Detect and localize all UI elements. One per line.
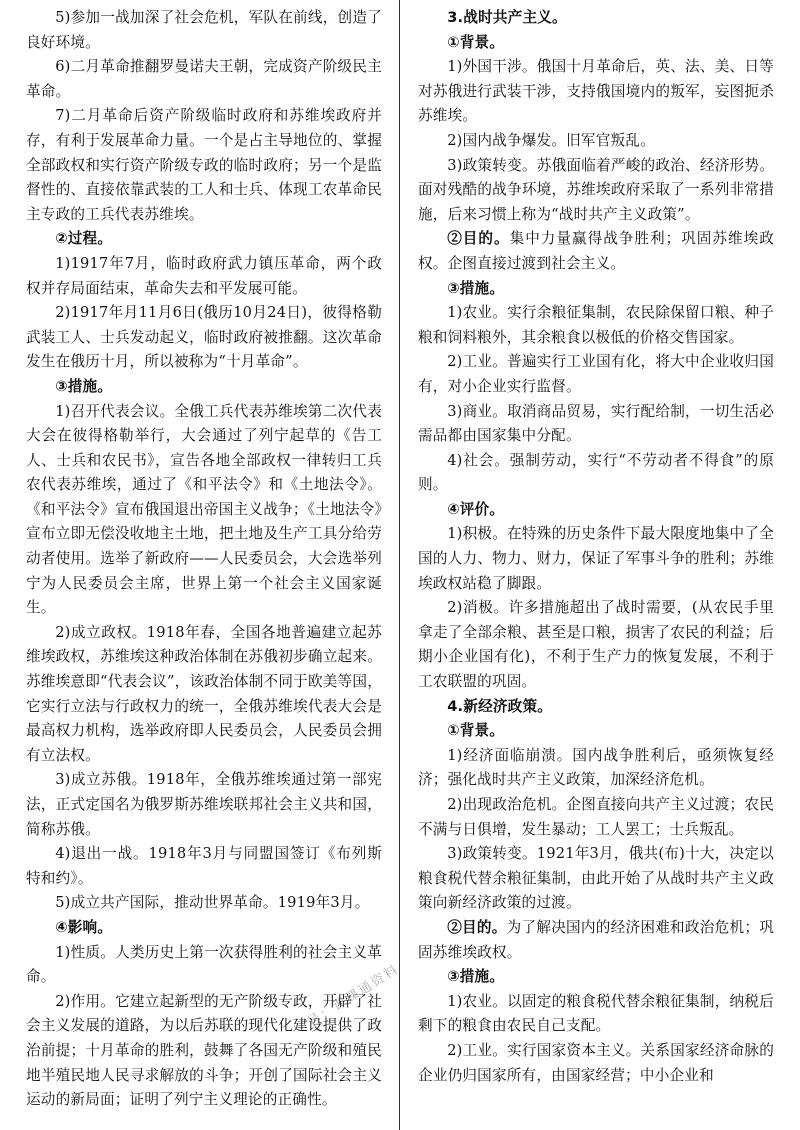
paragraph	[418, 227, 774, 276]
paragraph: 2)成立政权。1918年春，全国各地普遍建立起苏维埃政权，苏维埃这种政治体制在苏俄初步确立起来。苏维埃意即“代表会议”，该政治体制不同于欧美等国，它实行立法与行政权力的统一，全俄苏维埃代表大会是最高权力机构，选举政府即人民委员会，人民委员会拥有立法权。	[26, 623, 382, 764]
paragraph-lead: ②目的。	[447, 918, 507, 936]
section-heading: 4.新经济政策。	[447, 697, 553, 715]
paragraph: 3)政策转变。1921年3月，俄共(布)十大，决定以粮食税代替余粮征集制，由此开始了从战时共产主义政策向新经济政策的过渡。	[418, 845, 774, 912]
paragraph: 1)召开代表会议。全俄工兵代表苏维埃第二次代表大会在彼得格勒举行，大会通过了列宁起草的《告工人、士兵和农民书》，宣告各地全部政权一律转归工兵农代表苏维埃，通过了《和平法令》和《土地法令》。《和平法令》宣布俄国退出帝国主义战争；《土地法令》宣布立即无偿没收地主土地，把土地及生产工具分给劳动者使用。选举了新政府——人民委员会，大会选举列宁为人民委员会主席，世界上第一个社会主义国家诞生。	[26, 402, 382, 617]
paragraph: 1)积极。在特殊的历史条件下最大限度地集中了全国的人力、物力、财力，保证了军事斗争的胜利；苏维埃政权站稳了脚跟。	[418, 525, 774, 592]
paragraph: 2)工业。普遍实行工业国有化，将大中企业收归国有，对小企业实行监督。	[418, 353, 774, 395]
paragraph	[418, 916, 774, 965]
left-column	[26, 6, 382, 1113]
column-divider	[399, 0, 400, 1130]
paragraph: 2)消极。许多措施超出了战时需要，(从农民手里拿走了全部余粮、甚至是口粮，损害了农民的利益；后期小企业国有化)，不利于生产力的恢复发展，不利于工农联盟的巩固。	[418, 599, 774, 691]
paragraph: 2)工业。实行国家资本主义。关系国家经济命脉的企业仍归国家所有，由国家经营；中小企业和	[418, 1041, 774, 1084]
section-heading: ③措施。	[447, 968, 505, 986]
paragraph: 1)农业。以固定的粮食税代替余粮征集制，纳税后剩下的粮食由农民自己支配。	[418, 992, 774, 1035]
paragraph-body: 为了解决国内的经济困难和政治危机；巩固苏维埃政权。	[418, 918, 774, 961]
section-heading: ③措施。	[447, 279, 505, 297]
paragraph: 1)农业。实行余粮征集制，农民除保留口粮、种子粮和饲料粮外，其余粮食以极低的价格交售国家。	[418, 304, 774, 346]
section-heading: ④评价。	[447, 500, 505, 518]
section-heading: ①背景。	[447, 33, 505, 51]
section-heading: ②过程。	[55, 230, 113, 248]
paragraph: 1)外国干涉。俄国十月革命后，英、法、美、日等对苏俄进行武装干涉，支持俄国境内的叛军，妄图扼杀苏维埃。	[418, 58, 774, 125]
paragraph: 7)二月革命后资产阶级临时政府和苏维埃政府并存，有利于发展革命力量。一个是占主导地位的、掌握全部政权和实行资产阶级专政的临时政府；另一个是监督性的、直接依靠武装的工人和士兵、体现工农革命民主专政的工兵代表苏维埃。	[26, 107, 382, 223]
right-column	[418, 6, 774, 1088]
paragraph: 5)参加一战加深了社会危机，军队在前线，创造了良好环境。	[26, 9, 382, 51]
paragraph: 1)1917年7月，临时政府武力镇压革命，两个政权并存局面结束，革命失去和平发展可能。	[26, 254, 382, 297]
paragraph: 3)商业。取消商品贸易，实行配给制，一切生活必需品都由国家集中分配。	[418, 402, 774, 445]
paragraph-body: 集中力量赢得战争胜利；巩固苏维埃政权。企图直接过渡到社会主义。	[418, 230, 774, 272]
paragraph: 5)成立共产国际，推动世界革命。1919年3月。	[55, 894, 370, 912]
paragraph: 3)政策转变。苏俄面临着严峻的政治、经济形势。面对残酷的战争环境，苏维埃政府采取了一系列非常措施，后来习惯上称为“战时共产主义政策”。	[418, 156, 774, 223]
paragraph: 3)成立苏俄。1918年，全俄苏维埃通过第一部宪法，正式定国名为俄罗斯苏维埃联邦社会主义共和国，简称苏俄。	[26, 771, 382, 838]
section-heading: 3.战时共产主义。	[447, 9, 567, 26]
paragraph: 4)社会。强制劳动，实行“不劳动者不得食”的原则。	[418, 451, 774, 494]
section-heading: ③措施。	[55, 377, 113, 395]
paragraph: 1)性质。人类历史上第一次获得胜利的社会主义革命。	[26, 943, 382, 986]
section-heading: ①背景。	[447, 722, 505, 740]
paragraph: 6)二月革命推翻罗曼诺夫王朝，完成资产阶级民主革命。	[26, 58, 382, 100]
paragraph-lead: ②目的。	[447, 230, 510, 248]
paragraph: 1)经济面临崩溃。国内战争胜利后，亟须恢复经济；强化战时共产主义政策，加深经济危机。	[418, 746, 774, 789]
section-heading: ④影响。	[55, 918, 113, 936]
watermark-text: 号：课课通资料	[305, 962, 403, 1031]
paragraph: 2)作用。它建立起新型的无产阶级专政，开辟了社会主义发展的道路，为以后苏联的现代化建设提供了政治前提；十月革命的胜利，鼓舞了各国无产阶级和殖民地半殖民地人民寻求解放的斗争；开创了国际社会主义运动的新局面；证明了列宁主义理论的正确性。	[26, 992, 382, 1109]
paragraph: 2)国内战争爆发。旧军官叛乱。	[447, 131, 655, 149]
paragraph: 2)1917年月11月6日(俄历10月24日)，彼得格勒武装工人、士兵发动起义，临时政府被推翻。这次革命发生在俄历十月，所以被称为“十月革命”。	[26, 304, 382, 371]
paragraph: 4)退出一战。1918年3月与同盟国签订《布列斯特和约》。	[26, 845, 382, 887]
paragraph: 2)出现政治危机。企图直接向共产主义过渡；农民不满与日俱增，发生暴动；工人罢工；士兵叛乱。	[418, 796, 774, 838]
